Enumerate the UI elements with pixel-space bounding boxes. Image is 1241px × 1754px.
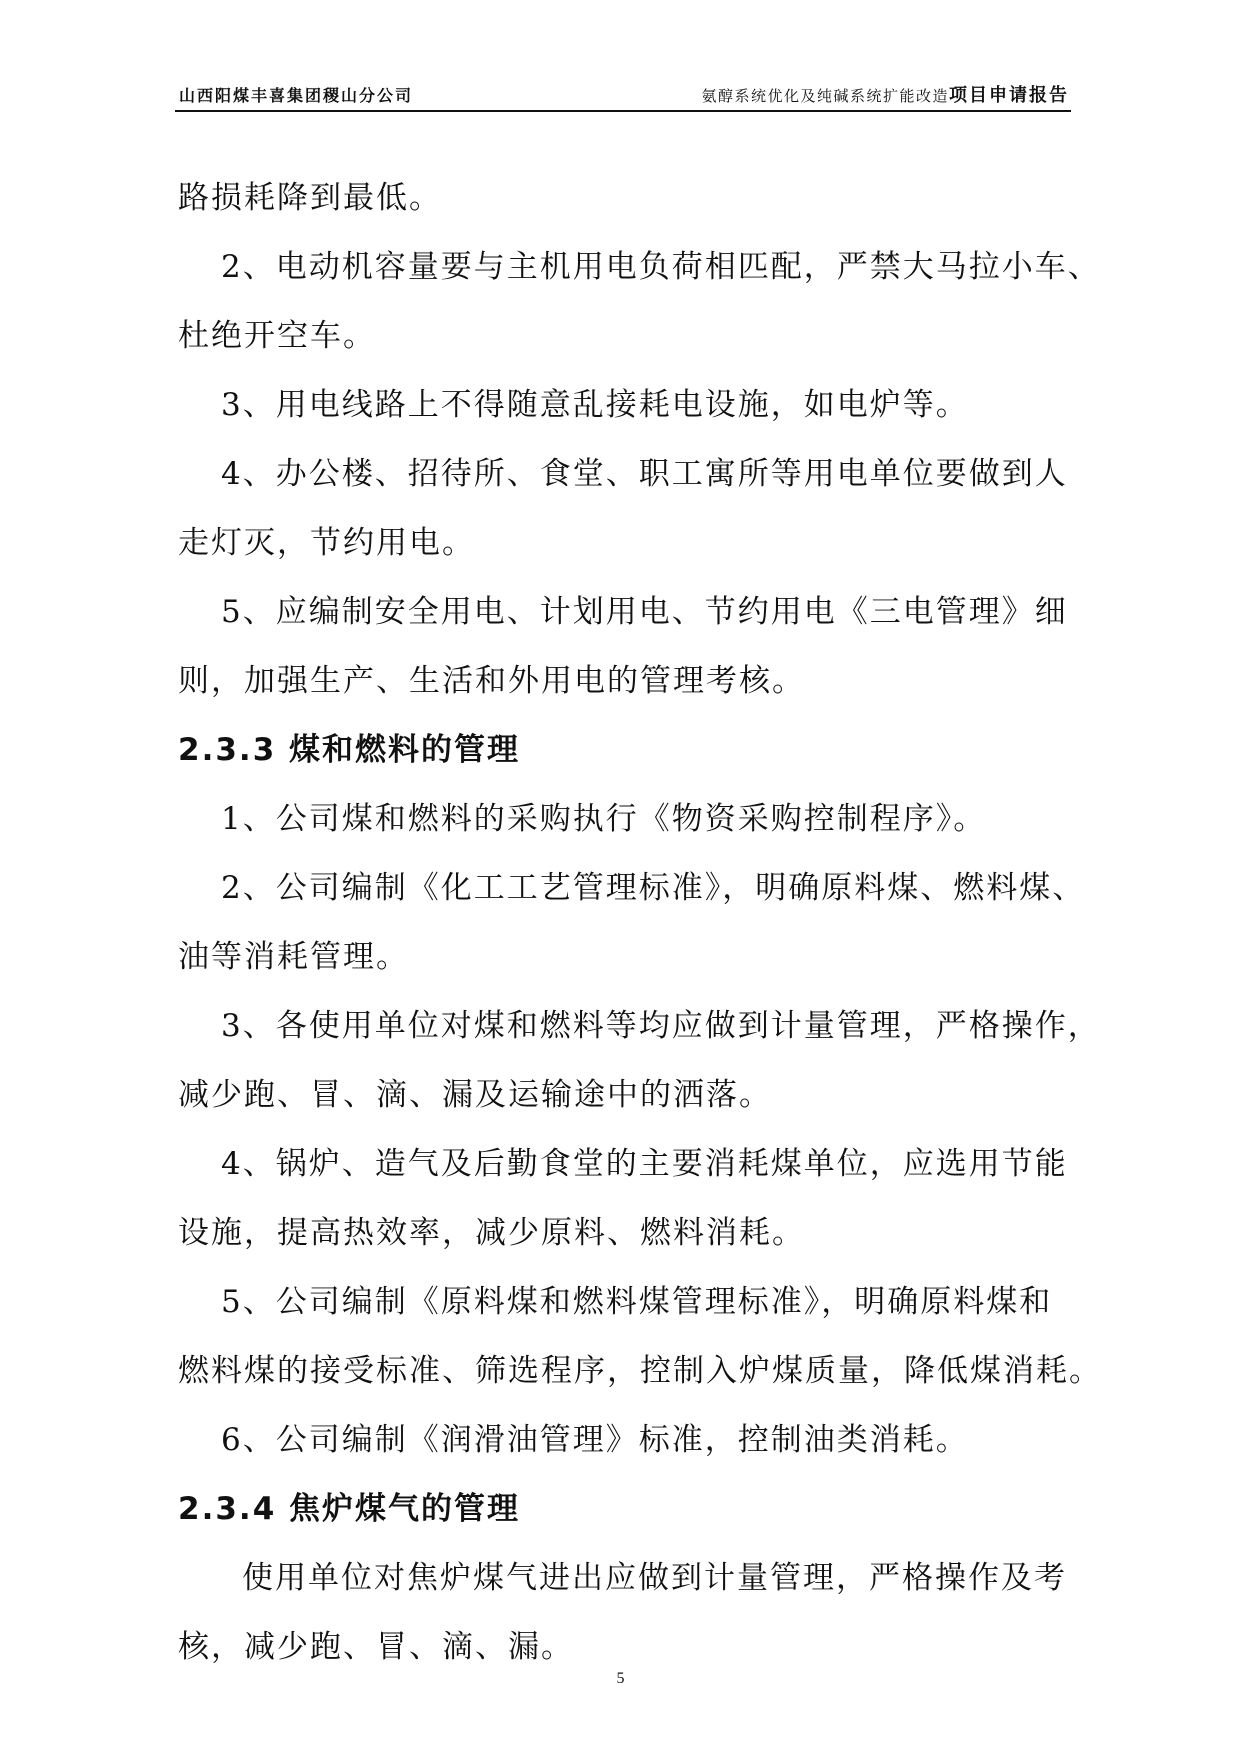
coal-item-2: 2、公司编制《化工工艺管理标准》，明确原料煤、燃料煤、	[221, 870, 1086, 906]
header-project-name: 氨醇系统优化及纯碱系统扩能改造	[701, 87, 949, 105]
list-item-2: 2、电动机容量要与主机用电负荷相匹配，严禁大马拉小车、	[221, 249, 1101, 285]
coal-item-4: 4、锅炉、造气及后勤食堂的主要消耗煤单位，应选用节能	[221, 1146, 1068, 1182]
coal-item-2-cont: 油等消耗管理。	[178, 939, 409, 975]
coal-item-3-cont: 减少跑、冒、滴、漏及运输途中的洒落。	[178, 1077, 772, 1113]
page-number: 5	[616, 1670, 625, 1687]
list-item-3: 3、用电线路上不得随意乱接耗电设施，如电炉等。	[221, 387, 969, 423]
gas-paragraph-cont: 核，减少跑、冒、滴、漏。	[178, 1629, 574, 1665]
list-item-4-cont: 走灯灭，节约用电。	[178, 525, 475, 561]
gas-paragraph: 使用单位对焦炉煤气进出应做到计量管理，严格操作及考	[242, 1560, 1067, 1596]
coal-item-1: 1、公司煤和燃料的采购执行《物资采购控制程序》。	[221, 801, 987, 837]
page-body	[178, 164, 1102, 1682]
coal-item-5-cont: 燃料煤的接受标准、筛选程序，控制入炉煤质量，降低煤消耗。	[178, 1353, 1102, 1389]
header-company: 山西阳煤丰喜集团稷山分公司	[179, 86, 414, 105]
section-heading-2-3-3: 2.3.3 煤和燃料的管理	[178, 732, 521, 768]
coal-item-4-cont: 设施，提高热效率，减少原料、燃料消耗。	[178, 1215, 805, 1251]
paragraph-line: 路损耗降到最低。	[178, 180, 442, 216]
list-item-2-cont: 杜绝开空车。	[178, 318, 376, 354]
coal-item-5: 5、公司编制《原料煤和燃料煤管理标准》，明确原料煤和	[221, 1284, 1053, 1320]
list-item-5: 5、应编制安全用电、计划用电、节约用电《三电管理》细	[221, 594, 1068, 630]
section-heading-2-3-4: 2.3.4 焦炉煤气的管理	[178, 1491, 521, 1527]
header-report-type: 项目申请报告	[949, 85, 1069, 106]
list-item-4: 4、办公楼、招待所、食堂、职工寓所等用电单位要做到人	[221, 456, 1068, 492]
list-item-5-cont: 则，加强生产、生活和外用电的管理考核。	[178, 663, 805, 699]
coal-item-6: 6、公司编制《润滑油管理》标准，控制油类消耗。	[221, 1422, 969, 1458]
coal-item-3: 3、各使用单位对煤和燃料等均应做到计量管理，严格操作，	[221, 1008, 1101, 1044]
page-header	[175, 84, 1071, 112]
header-report-title	[701, 84, 1069, 108]
